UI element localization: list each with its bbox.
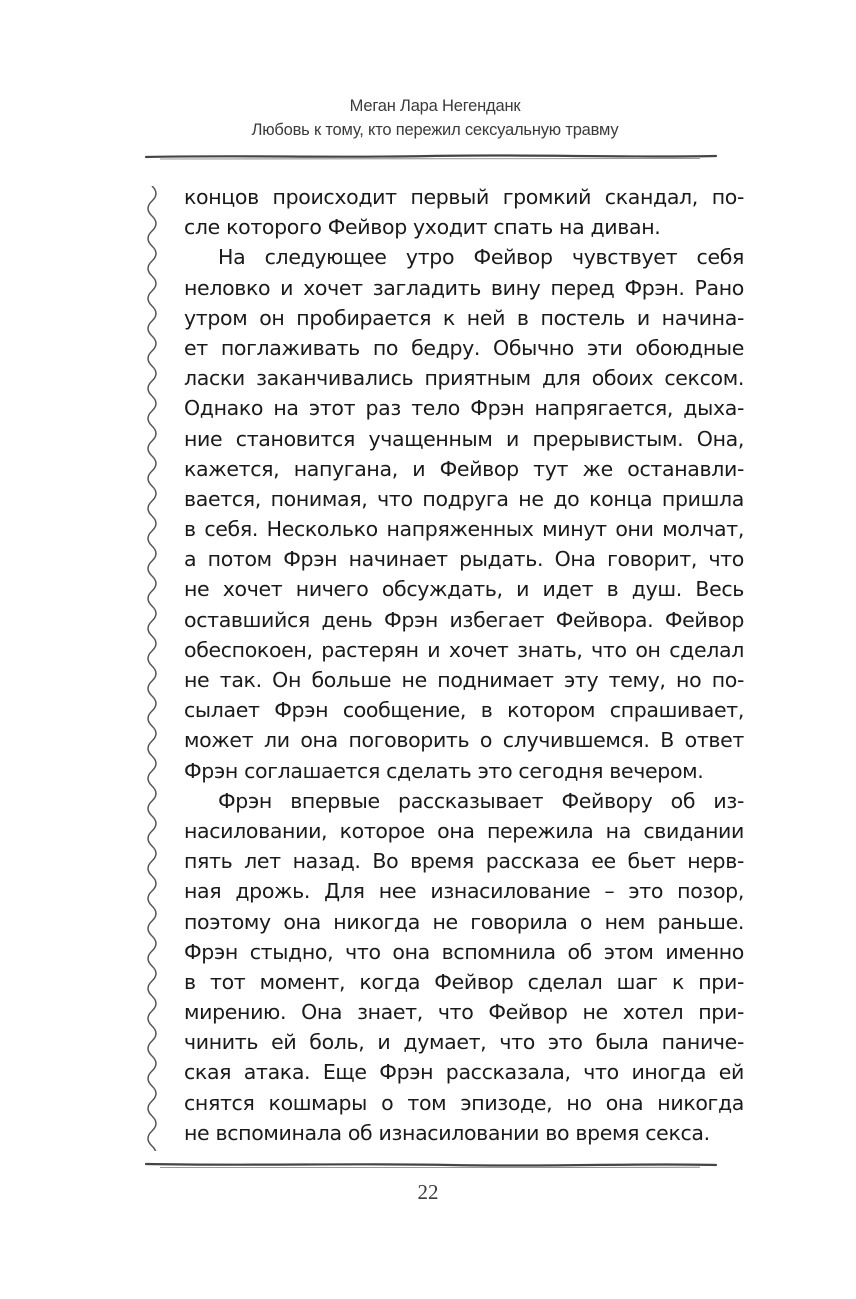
- text-line: обеспокоен, растерян и хочет знать, что он сделал: [184, 637, 744, 662]
- text-line: Фрэн стыдно, что она вспомнила об этом именно: [184, 939, 744, 964]
- side-wavy-ornament: [140, 186, 164, 1151]
- text-line: мирению. Она знает, что Фейвор не хотел при-: [184, 1000, 744, 1025]
- text-line: ние становится учащенным и прерывистым. Она,: [184, 426, 744, 451]
- bottom-rule: [0, 1158, 856, 1172]
- text-line: ласки заканчивались приятным для обоих сексом.: [184, 366, 744, 391]
- text-line: оставшийся день Фрэн избегает Фейвора. Фейвор: [184, 607, 744, 632]
- text-line: неловко и хочет загладить вину перед Фрэн. Рано: [184, 275, 744, 300]
- text-line: вается, понимая, что подруга не до конца пришла: [184, 486, 744, 511]
- page-number: 22: [417, 1180, 439, 1204]
- text-line: сылает Фрэн сообщение, в котором спрашивает,: [184, 698, 744, 723]
- text-line: сле которого Фейвор уходит спать на диван.: [184, 215, 661, 240]
- text-line: может ли она поговорить о случившемся. В ответ: [184, 728, 744, 753]
- text-line: в себя. Несколько напряженных минут они молчат,: [184, 517, 744, 542]
- header-author: Меган Лара Негенданк: [349, 97, 521, 115]
- text-line: не вспоминала об изнасиловании во время секса.: [184, 1120, 710, 1145]
- text-line: поэтому она никогда не говорила о нем раньше.: [184, 909, 744, 934]
- text-line: не хочет ничего обсуждать, и идет в душ. Весь: [184, 577, 744, 602]
- top-rule: [0, 150, 856, 164]
- text-line: Фрэн соглашается сделать это сегодня вечером.: [184, 758, 704, 783]
- text-line: ная дрожь. Для нее изнасилование – это позор,: [184, 879, 744, 904]
- text-line: Однако на этот раз тело Фрэн напрягается, дыха-: [184, 396, 744, 421]
- text-line: концов происходит первый громкий скандал, по-: [184, 185, 744, 209]
- header-book-title: Любовь к тому, кто пережил сексуальную травму: [251, 121, 619, 139]
- text-line: а потом Фрэн начинает рыдать. Она говорит, что: [184, 547, 744, 572]
- text-line: чинить ей боль, и думает, что это была паниче-: [184, 1030, 744, 1055]
- text-line: кажется, напугана, и Фейвор тут же останавли-: [184, 456, 744, 481]
- text-line: снятся кошмары о том эпизоде, но она никогда: [184, 1090, 744, 1115]
- paragraph-1: [184, 182, 744, 242]
- text-line: На следующее утро Фейвор чувствует себя: [218, 245, 744, 270]
- text-line: ская атака. Еще Фрэн рассказала, что иногда ей: [184, 1060, 744, 1085]
- text-line: Фрэн впервые рассказывает Фейвору об из-: [218, 788, 744, 813]
- text-line: пять лет назад. Во время рассказа ее бьет нерв-: [184, 849, 744, 874]
- text-line: утром он пробирается к ней в постель и начина-: [184, 305, 744, 330]
- text-line: насиловании, которое она пережила на свидании: [184, 818, 744, 843]
- text-line: не так. Он больше не поднимает эту тему, но по-: [184, 668, 744, 692]
- paragraph-3: [184, 786, 744, 1148]
- text-line: в тот момент, когда Фейвор сделал шаг к при-: [184, 969, 744, 994]
- paragraph-2: [184, 242, 744, 785]
- running-head: [150, 94, 720, 142]
- text-line: ет поглаживать по бедру. Обычно эти обоюдные: [184, 335, 744, 360]
- body-text: [184, 182, 744, 1148]
